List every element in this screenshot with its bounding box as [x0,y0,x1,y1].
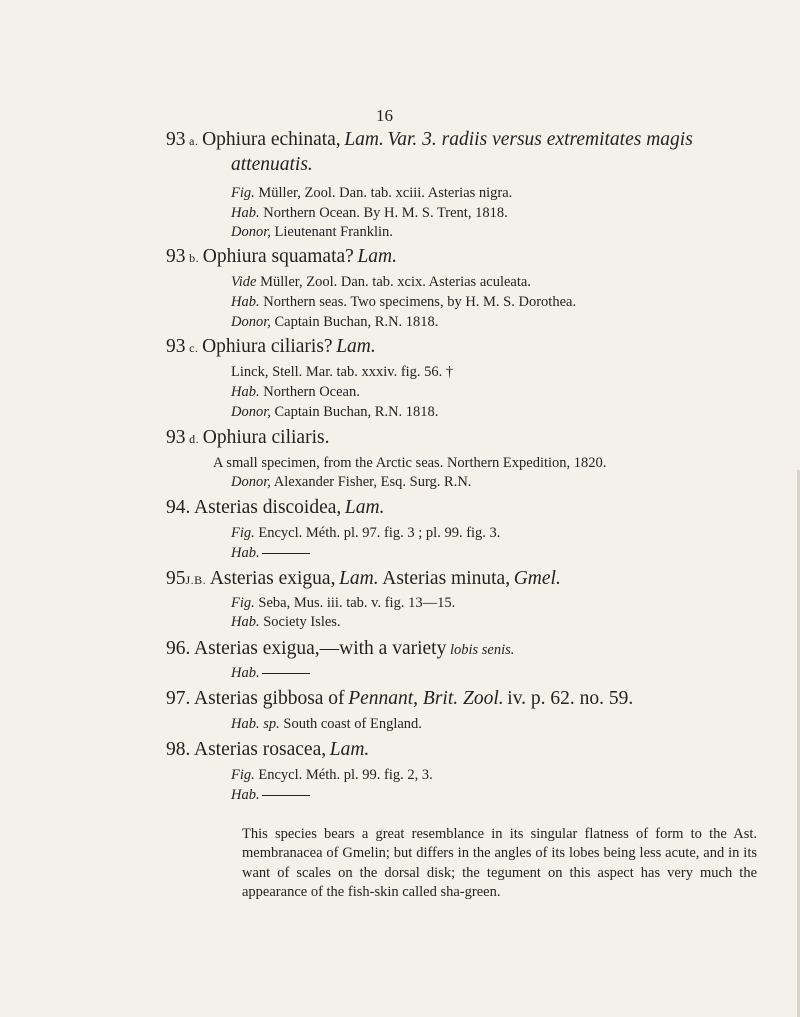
habitat: Hab. [231,544,310,562]
figure-reference: Fig. Müller, Zool. Dan. tab. xciii. Asterias nigra. [231,185,513,201]
figure-reference: Linck, Stell. Mar. tab. xxxiv. fig. 56. † [231,364,454,380]
donor: Donor, Captain Buchan, R.N. 1818. [231,314,439,330]
blank-rule [262,553,310,554]
entry-heading: 95J.B. Asterias exigua, Lam. Asterias minuta, Gmel. [166,568,561,589]
page-number: 16 [376,106,393,125]
blank-rule [262,795,310,796]
entry-heading: 93 d. Ophiura ciliaris. [166,427,330,448]
figure-reference: Fig. Seba, Mus. iii. tab. v. fig. 13—15. [231,595,456,611]
habitat: Hab. sp. South coast of England. [231,716,422,732]
figure-reference: Vide Müller, Zool. Dan. tab. xcix. Asterias aculeata. [231,274,531,290]
blank-rule [262,673,310,674]
figure-reference: Fig. Encycl. Méth. pl. 99. fig. 2, 3. [231,767,433,783]
entry-heading: 94. Asterias discoidea, Lam. [166,497,385,518]
donor: Donor, Alexander Fisher, Esq. Surg. R.N. [231,474,472,490]
habitat: Hab. [231,664,310,682]
habitat: Hab. [231,786,310,804]
habitat: Hab. Society Isles. [231,614,341,630]
entry-heading: 96. Asterias exigua,—with a variety lobis senis. [166,638,515,659]
habitat: Hab. Northern Ocean. [231,384,360,400]
donor: Donor, Lieutenant Franklin. [231,224,393,240]
entry-heading: 93 a. Ophiura echinata, Lam. Var. 3. radiis versus extremitates magis [166,129,693,150]
entry-heading: 97. Asterias gibbosa of Pennant, Brit. Zool. iv. p. 62. no. 59. [166,688,634,709]
figure-reference: Fig. Encycl. Méth. pl. 97. fig. 3 ; pl. 99. fig. 3. [231,525,501,541]
description: A small specimen, from the Arctic seas. Northern Expedition, 1820. [213,455,607,471]
entry-heading: 98. Asterias rosacea, Lam. [166,739,370,760]
entry-heading: 93 b. Ophiura squamata? Lam. [166,246,398,267]
donor: Donor, Captain Buchan, R.N. 1818. [231,404,439,420]
entry-heading-continuation: attenuatis. [231,154,313,175]
species-note: This species bears a great resemblance in its singular flatness of form to the Ast. membranacea of Gmelin; but differs in the angles of its lobes being less acute, and in its want of scales on the dorsal disk; the tegument on this aspect has very much the appearance of the fish-skin called sha-green. [242,826,757,901]
habitat: Hab. Northern Ocean. By H. M. S. Trent, 1818. [231,205,508,221]
habitat: Hab. Northern seas. Two specimens, by H. M. S. Dorothea. [231,294,577,310]
entry-heading: 93 c. Ophiura ciliaris? Lam. [166,336,376,357]
